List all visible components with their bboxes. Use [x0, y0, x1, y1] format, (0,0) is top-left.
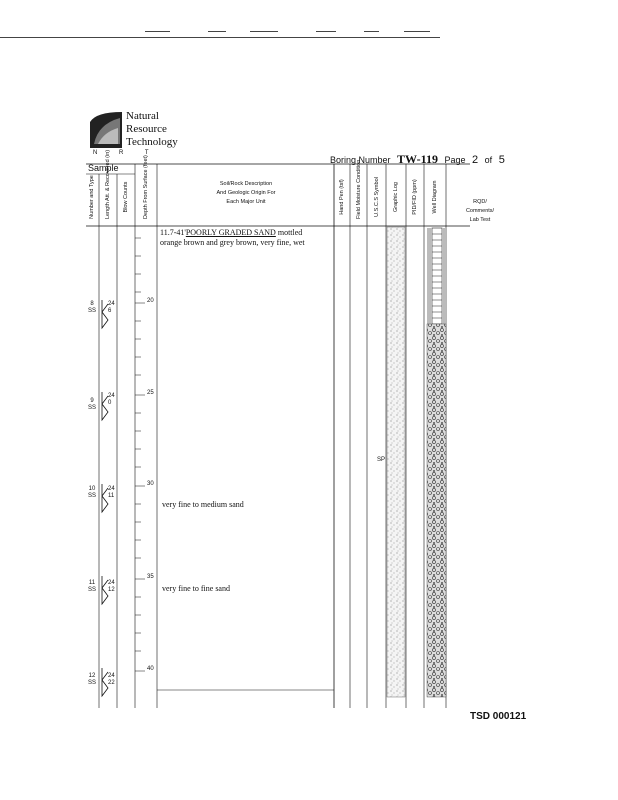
sample-id [86, 673, 98, 687]
sample-number: 10 [88, 486, 96, 492]
desc-header-2: And Geologic Origin For [216, 190, 276, 196]
col-pid-fid: PID/FID (ppm) [412, 179, 418, 215]
col-well-diagram: Well Diagram [432, 180, 438, 214]
sample-length [108, 393, 115, 407]
sample-type: SS [87, 308, 96, 314]
col-rqd-comments [450, 198, 510, 225]
unit-desc-2: orange brown and grey brown, very fine, wet [160, 238, 305, 247]
bates-number: TSD 000121 [470, 711, 527, 722]
sample-id [86, 398, 98, 412]
sample-recovered: 0 [108, 400, 112, 406]
col-description [160, 180, 332, 207]
company-line-1: Natural [126, 110, 159, 122]
sample-length-att: 24 [108, 301, 115, 307]
boring-id: TW-119 [397, 152, 438, 166]
sample-length-att: 24 [108, 486, 115, 492]
rqd-header-1: RQD/ [473, 199, 487, 205]
col-depth: Depth From Surface (feet) [143, 155, 149, 219]
sample-length [108, 301, 115, 315]
page-number: 2 [472, 154, 479, 166]
of-label: of [484, 155, 493, 165]
sample-length [108, 673, 115, 687]
sample-number: 8 [90, 301, 94, 307]
sample-recovered: 6 [108, 308, 112, 314]
note-35ft: very fine to fine sand [162, 584, 230, 593]
sample-type: SS [87, 493, 96, 499]
sample-type: SS [87, 405, 96, 411]
sample-length-att: 24 [108, 580, 115, 586]
col-blow-counts: Blow Counts [123, 181, 129, 213]
depth-mark: 25 [147, 390, 154, 396]
sample-number: 12 [88, 673, 96, 679]
sample-type: SS [87, 587, 96, 593]
note-30ft: very fine to medium sand [162, 500, 244, 509]
depth-mark: 40 [147, 666, 154, 672]
sample-type: SS [87, 680, 96, 686]
sample-id [86, 301, 98, 315]
desc-header-1: Soil/Rock Description [219, 181, 273, 187]
company-line-2: Resource [126, 123, 167, 135]
col-uscs: U.S.C.S Symbol [374, 177, 380, 217]
sample-recovered: 12 [108, 587, 115, 593]
rqd-header-2: Comments/ [465, 208, 495, 214]
depth-mark: 35 [147, 574, 154, 580]
sample-length-att: 24 [108, 673, 115, 679]
sample-id [86, 486, 98, 500]
sample-length-att: 24 [108, 393, 115, 399]
col-graphic-log: Graphic Log [393, 182, 399, 212]
unit-depth: 11.7-41' [160, 228, 186, 237]
col-hand-pen: Hand Pen (tsf) [339, 179, 345, 215]
sample-length [108, 486, 115, 500]
unit-name: POORLY GRADED SAND [185, 228, 276, 237]
company-abbrev: N R T [93, 150, 159, 156]
depth-mark: 30 [147, 481, 154, 487]
sample-number: 11 [88, 580, 96, 586]
rqd-header-3: Lab Test [469, 217, 491, 223]
sample-recovered: 11 [108, 493, 115, 499]
total-pages: 5 [498, 154, 505, 166]
boring-label: Boring Number [330, 155, 391, 165]
unit-description [160, 228, 335, 248]
depth-mark: 20 [147, 298, 154, 304]
company-line-3: Technology [126, 136, 178, 148]
sample-length [108, 580, 115, 594]
unit-desc-1: mottled [275, 228, 303, 237]
col-field-moisture: Field Moisture Condition [356, 159, 362, 219]
page-label: Page [444, 155, 466, 165]
sample-number: 9 [90, 398, 94, 404]
uscs-symbol: SP [377, 457, 386, 463]
sample-id [86, 580, 98, 594]
sample-recovered: 22 [108, 680, 115, 686]
col-length: Length Att. & Recovered (in) [105, 149, 111, 219]
col-number-type: Number and Type [89, 175, 95, 219]
desc-header-3: Each Major Unit [226, 199, 266, 205]
sample-label: Sample [88, 163, 119, 173]
